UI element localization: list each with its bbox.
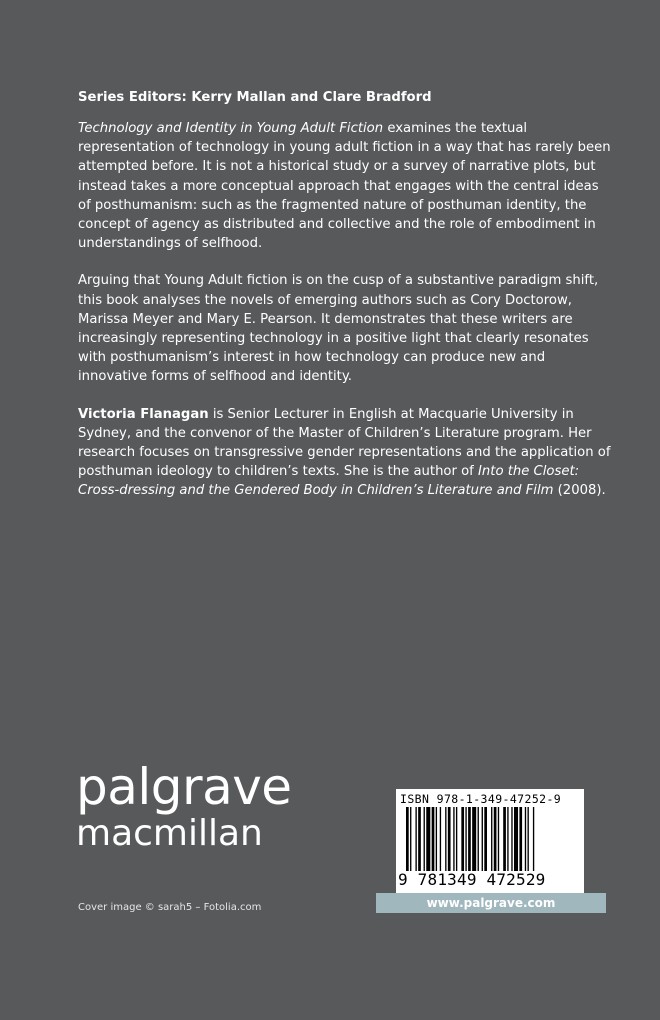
barcode-bar — [528, 807, 529, 871]
barcode-digits: 9 781349 472529 — [398, 870, 546, 889]
barcode-bar — [448, 807, 451, 871]
cover-credit: Cover image © sarah5 – Fotolia.com — [78, 902, 262, 913]
barcode-bar — [494, 807, 497, 871]
blurb-paragraph-2: Arguing that Young Adult fiction is on the cusp of a substantive paradigm shift, this book analyses the novels of emerging authors such as Cory Doctorow, Marissa Meyer and Mary E. Pearson. It demonstrates that these writers are increasingly representing technology in a positive light that clearly resonates with posthumanism’s interest in how technology can produce new and innovative forms of selfhood and identity. — [78, 273, 599, 385]
author-bio — [78, 405, 612, 501]
barcode-bar — [533, 807, 534, 871]
author-name: Victoria Flanagan — [78, 406, 209, 422]
barcode-bars — [400, 807, 580, 871]
barcode-bar — [503, 807, 506, 871]
barcode — [396, 789, 584, 893]
barcode-bar — [484, 807, 487, 871]
barcode-bar — [445, 807, 446, 871]
barcode-bar — [511, 807, 512, 871]
barcode-bar — [498, 807, 499, 871]
author-bio-text-a: is Senior Lecturer in English at Macquarie University in Sydney, and the convenor of the Master of Children’s Literature program. Her research focuses on transgressive gender representations and the application of posthuman ideology to children’s texts. She is the author of — [78, 406, 611, 480]
barcode-bar — [436, 807, 437, 871]
blurb-paragraph-1 — [78, 119, 612, 253]
barcode-bar — [406, 807, 409, 871]
barcode-bar — [461, 807, 464, 871]
book-title: Technology and Identity in Young Adult Fiction — [78, 121, 384, 136]
barcode-bar — [491, 807, 492, 871]
barcode-bar — [456, 807, 457, 871]
barcode-bar — [410, 807, 411, 871]
publisher-logo — [76, 760, 292, 854]
barcode-bar — [472, 807, 476, 871]
website-strip — [376, 893, 606, 913]
back-cover-text — [78, 88, 612, 519]
logo-palgrave: palgrave — [76, 758, 292, 816]
barcode-bar — [426, 807, 430, 871]
barcode-bar — [453, 807, 454, 871]
barcode-bar — [507, 807, 508, 871]
series-editors: Series Editors: Kerry Mallan and Clare Bradford — [78, 90, 432, 105]
isbn-label: ISBN 978-1-349-47252-9 — [400, 792, 562, 806]
website-link[interactable]: www.palgrave.com — [426, 896, 556, 910]
author-bio-text-b: (2008). — [553, 483, 606, 499]
barcode-bar — [465, 807, 466, 871]
barcode-bar — [525, 807, 526, 871]
logo-macmillan: macmillan — [76, 813, 263, 854]
blurb-paragraph-1-text: examines the textual representation of technology in young adult fiction in a way that has rarely been attempted before. It is not a historical study or a survey of narrative plots, but instead takes a more conceptual approach that engages with the central ideas of posthumanism: such as the fragmented nature of posthuman identity, the concept of agency as distributed and collective and the role of embodiment in understandings of selfhood. — [78, 121, 611, 252]
barcode-bar — [415, 807, 416, 871]
barcode-bar — [519, 807, 522, 871]
barcode-bar — [514, 807, 518, 871]
barcode-bar — [482, 807, 483, 871]
barcode-bar — [424, 807, 425, 871]
barcode-bar — [468, 807, 471, 871]
barcode-bar — [478, 807, 479, 871]
author-book-title: Into the Closet: Cross-dressing and the Gendered Body in Children’s Literature and Film — [78, 464, 580, 499]
barcode-bar — [440, 807, 441, 871]
barcode-bar — [418, 807, 421, 871]
barcode-bar — [432, 807, 435, 871]
